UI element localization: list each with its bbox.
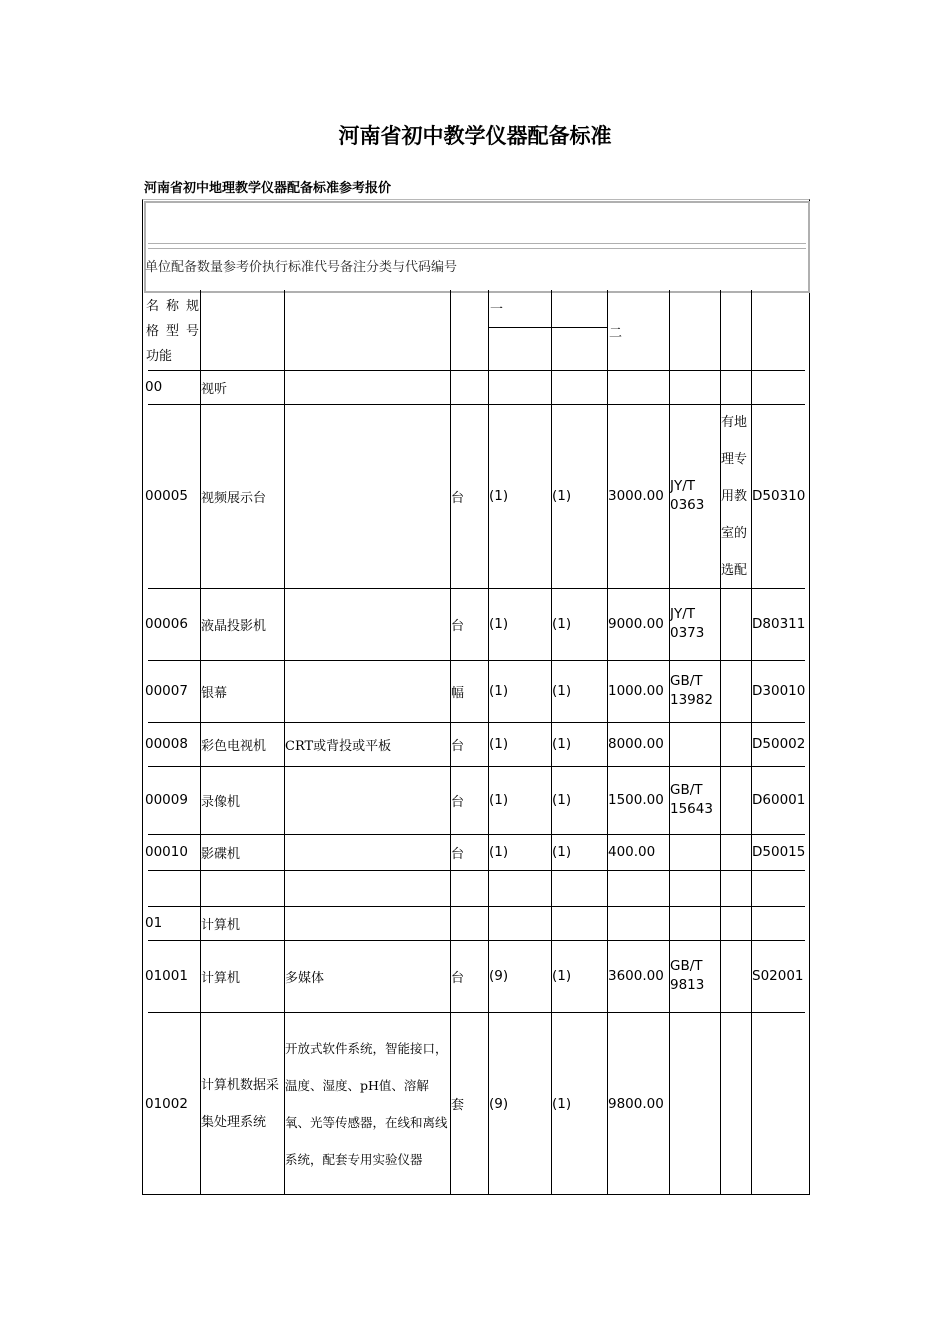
table-cell-q2: (1) [552,792,572,808]
table-cell-q2: (1) [552,844,572,860]
table-cell-cat: D50015 [752,844,806,860]
table-cell-code: 00008 [145,736,188,752]
table-cell-price: 400.00 [608,844,656,860]
table-cell-name: 计算机 [201,917,241,933]
page-title: 河南省初中教学仪器配备标准 [338,123,612,148]
table-cell-price: 1000.00 [608,683,664,699]
table-cell-spec: CRT或背投或平板 [285,738,392,754]
table-cell-unit: 套 [451,1098,465,1113]
table-cell-std: JY/T 0373 [670,606,705,641]
table-cell-unit: 台 [451,490,465,506]
table-cell-unit: 台 [451,846,465,862]
table-cell-unit: 台 [451,970,465,986]
table-cell-q1: (1) [489,844,509,860]
table-header-frame [144,201,810,293]
row-divider [148,870,805,871]
table-caption: 河南省初中地理教学仪器配备标准参考报价 [144,181,392,196]
table-cell-cat: S02001 [752,968,804,984]
table-cell-q1: (1) [489,683,509,699]
table-cell-unit: 幅 [451,685,465,701]
header-sub-divider [488,327,607,328]
table-cell-name: 录像机 [201,794,241,810]
table-cell-unit: 台 [451,618,465,634]
table-cell-q1: (1) [489,488,509,504]
table-cell-unit: 台 [451,794,465,810]
table-cell-name: 彩色电视机 [201,738,267,754]
table-cell-price: 9000.00 [608,616,664,632]
table-cell-code: 00010 [145,844,188,860]
table-cell-q1: (9) [489,968,509,984]
header-grade-one: 一 [490,301,504,317]
table-cell-q1: (9) [489,1095,509,1112]
table-cell-price: 3000.00 [608,488,664,504]
table-cell-cat: D50310 [752,488,806,504]
table-cell-name: 影碟机 [201,846,241,862]
table-cell-cat: D60001 [752,792,806,808]
table-cell-std: GB/T 9813 [670,958,705,993]
table-cell-q2: (1) [552,736,572,752]
table-cell-q2: (1) [552,1095,572,1112]
table-cell-name: 视频展示台 [201,490,267,506]
table-cell-std: JY/T 0363 [670,478,705,513]
table-cell-price: 9800.00 [608,1095,664,1112]
table-cell-code: 01001 [145,968,188,984]
table-cell-price: 8000.00 [608,736,664,752]
table-cell-spec: 开放式软件系统，智能接口，温度、湿度、pH值、溶解氧、光等传感器，在线和离线系统，配套专用实验仪器 [285,1040,448,1167]
header-grade-two: 二 [609,325,623,341]
table-cell-q2: (1) [552,968,572,984]
table-cell-cat: D80311 [752,616,806,632]
table-cell-code: 01 [145,915,163,931]
table-cell-code: 00005 [145,488,188,504]
table-cell-price: 1500.00 [608,792,664,808]
table-cell-q1: (1) [489,736,509,752]
table-cell-q1: (1) [489,792,509,808]
table-cell-q1: (1) [489,616,509,632]
table-cell-q2: (1) [552,683,572,699]
table-cell-q2: (1) [552,616,572,632]
table-cell-name: 计算机数据采集处理系统 [201,1077,280,1130]
table-cell-name: 银幕 [201,685,228,701]
table-cell-note: 有地理专用教室的选配 [721,414,748,578]
table-cell-q2: (1) [552,488,572,504]
table-cell-code: 00 [145,379,163,395]
table-cell-price: 3600.00 [608,968,664,984]
header-merged-row: 单位配备数量参考价执行标准代号备注分类与代码编号 [145,260,458,275]
table-cell-spec: 多媒体 [285,970,325,986]
table-cell-std: GB/T 15643 [670,782,713,817]
table-cell-cat: D50002 [752,736,806,752]
table-cell-unit: 台 [451,738,465,754]
table-cell-code: 00007 [145,683,188,699]
table-cell-cat: D30010 [752,683,806,699]
table-cell-std: GB/T 13982 [670,673,713,708]
table-cell-name: 液晶投影机 [201,618,267,634]
header-name-spec: 名 称 规 格 型 号 功能 [146,299,199,364]
table-cell-name: 视听 [201,381,228,397]
table-cell-code: 00006 [145,616,188,632]
table-cell-name: 计算机 [201,970,241,986]
table-cell-code: 01002 [145,1095,188,1112]
table-cell-code: 00009 [145,792,188,808]
